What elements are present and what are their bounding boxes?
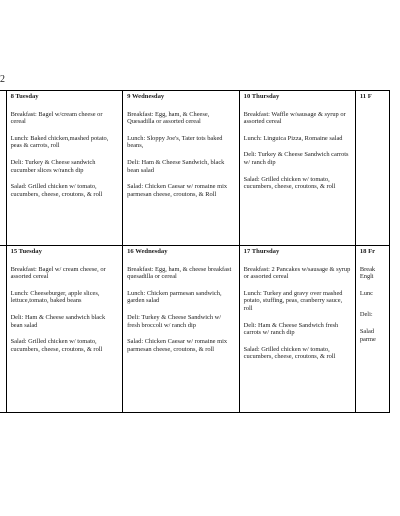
calendar-week-row	[0, 246, 390, 413]
cut-off-text: Lunc	[359, 289, 373, 297]
lunch-item: Lunch: Linguica Pizza, Romaine salad	[243, 134, 343, 142]
cut-off-day-cell	[355, 246, 389, 413]
cut-off-text	[0, 290, 5, 298]
salad-item: Salad: Grilled chicken w/ tomato, cucumbers, cheese, croutons, & roll	[10, 183, 103, 198]
breakfast-item: Breakfast: Bagel w/cream cheese or cereal	[10, 110, 103, 126]
day-cell	[239, 246, 355, 413]
cut-off-text	[0, 153, 5, 161]
breakfast-item: Breakfast: Egg, ham, & cheese breakfast quesadilla or cereal	[127, 265, 232, 281]
day-heading: 16 Wednesday	[127, 248, 168, 255]
lunch-item: Lunch: Sloppy Joe's, Tater tots baked beans,	[127, 134, 223, 150]
salad-item: Salad: Grilled chicken w/ tomato, cucumbers, cheese, croutons, & roll	[243, 345, 336, 361]
deli-item: Deli: Ham & Cheese Sandwich, black bean salad	[127, 158, 225, 174]
breakfast-item: Breakfast: Waffle w/sausage & syrup or assorted cereal	[243, 110, 346, 126]
cut-off-text: Break Engli	[359, 265, 376, 281]
salad-item: Salad: Grilled chicken w/ tomato, cucumbers, cheese, croutons, & roll	[10, 338, 103, 353]
deli-item: Deli: Turkey & Cheese Sandwich w/ fresh broccoli w/ ranch dip	[127, 313, 222, 329]
salad-item: Salad: Grilled chicken w/ tomato, cucumbers, cheese, croutons, & roll	[243, 175, 336, 191]
lunch-item: Lunch: Baked chicken,mashed potato, peas & carrots, roll	[10, 134, 109, 150]
cut-off-text: Deli:	[359, 311, 373, 319]
day-cell	[123, 246, 240, 413]
lunch-item: Lunch: Cheeseburger, apple slices, lettuce,tomato, baked beans	[10, 289, 100, 305]
page-fragment-label: 2	[0, 74, 5, 85]
breakfast-item: Breakfast: Egg, ham, & Cheese, Quesadilla or assorted cereal	[127, 110, 210, 126]
lunch-item: Lunch: Turkey and gravy over mashed potato, stuffing, peas, cranberry sauce, roll	[243, 289, 343, 312]
day-cell	[6, 91, 123, 246]
lunch-menu-calendar	[0, 90, 390, 413]
cut-off-text	[0, 257, 5, 265]
deli-item: Deli: Ham & Cheese Sandwich fresh carrots w/ ranch dip	[243, 321, 339, 337]
cut-off-text	[0, 161, 5, 169]
day-heading: 17 Thursday	[243, 248, 280, 255]
day-heading: 11 F	[359, 93, 372, 100]
day-heading: 18 Fr	[359, 248, 376, 255]
salad-item: Salad: Chicken Caesar w/ romaine mix parmesan cheese, croutons, & Roll	[127, 183, 228, 198]
day-cell	[123, 91, 240, 246]
cut-off-day-cell	[355, 91, 389, 246]
breakfast-item: Breakfast: 2 Pancakes w/sausage & syrup or assorted cereal	[243, 265, 351, 281]
day-heading: 8 Tuesday	[10, 93, 39, 100]
deli-item: Deli: Ham & Cheese sandwich black bean salad	[10, 313, 106, 329]
cut-off-text	[0, 274, 5, 282]
day-cell	[6, 246, 123, 413]
salad-item: Salad: Chicken Caesar w/ romaine mix parmesan cheese, croutons, & roll	[127, 338, 228, 353]
cut-off-text: Salad parme	[359, 327, 376, 343]
lunch-item: Lunch: Chicken parmesan sandwich, garden salad	[127, 289, 222, 305]
breakfast-item: Breakfast: Bagel w/ cream cheese, or assorted cereal	[10, 265, 106, 281]
day-heading: 10 Thursday	[243, 93, 280, 100]
calendar-week-row	[0, 91, 390, 246]
deli-item: Deli: Turkey & Cheese Sandwich carrots w/ ranch dip	[243, 151, 349, 166]
day-heading: 9 Wednesday	[127, 93, 165, 100]
day-heading: 15 Tuesday	[10, 248, 42, 255]
day-cell	[239, 91, 355, 246]
deli-item: Deli: Turkey & Cheese sandwich cucumber slices w/ranch dip	[10, 158, 96, 174]
